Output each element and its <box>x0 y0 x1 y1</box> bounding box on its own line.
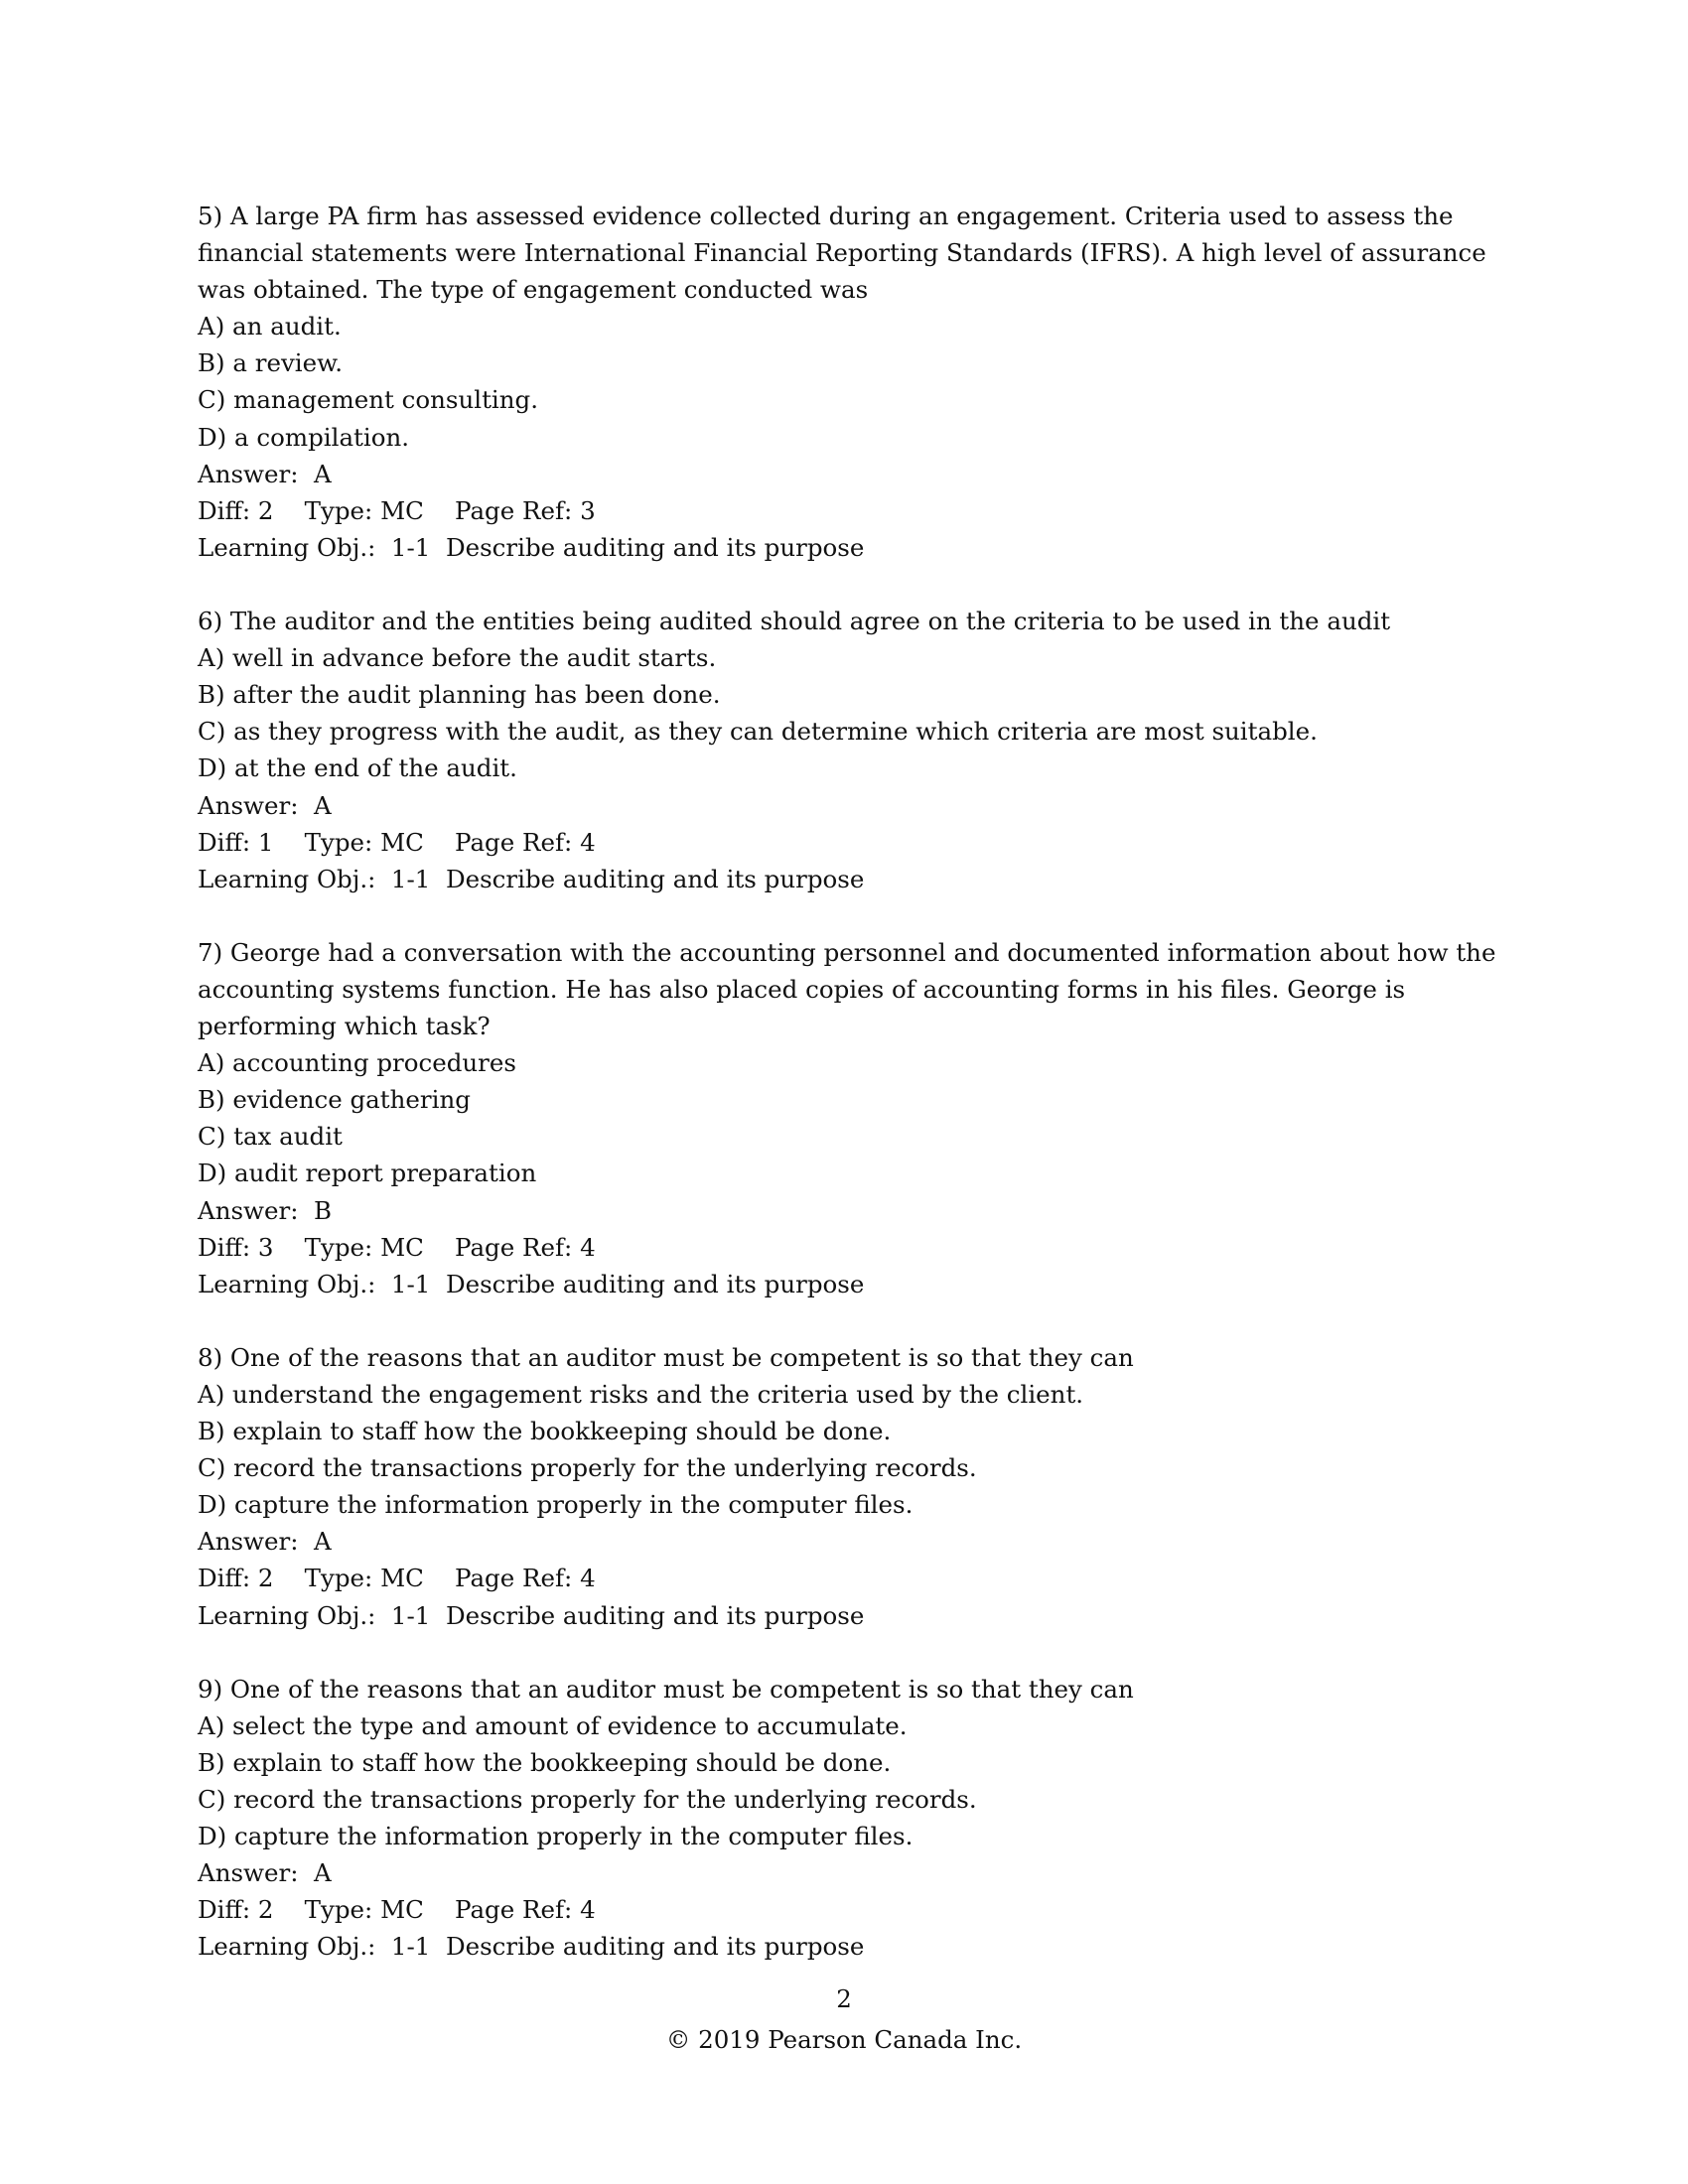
question-block <box>198 1671 1508 1966</box>
question-stem: 5) A large PA firm has assessed evidence collected during an engagement. Criteria used to assess the <box>198 202 1454 230</box>
answer-key: Answer: A <box>198 459 332 488</box>
answer-option: C) record the transactions properly for the underlying records. <box>198 1453 977 1483</box>
question-metadata: Diff: 2 Type: MC Page Ref: 3 <box>198 495 596 525</box>
answer-option: D) capture the information properly in the computer files. <box>198 1822 914 1851</box>
question-stem: 7) George had a conversation with the accounting personnel and documented information about how the <box>198 937 1496 967</box>
question-stem: 8) One of the reasons that an auditor must be competent is so that they can <box>198 1342 1134 1372</box>
question-stem: accounting systems function. He has also placed copies of accounting forms in his files. George is <box>198 974 1406 1004</box>
question-block <box>198 1339 1508 1634</box>
question-stem: financial statements were International Financial Reporting Standards (IFRS). A high level of assurance <box>198 238 1486 268</box>
question-metadata: Diff: 1 Type: MC Page Ref: 4 <box>198 827 596 857</box>
learning-objective: Learning Obj.: 1-1 Describe auditing and its purpose <box>198 1269 865 1298</box>
question-stem: performing which task? <box>198 1012 491 1041</box>
answer-option: B) explain to staff how the bookkeeping should be done. <box>198 1747 892 1777</box>
answer-option: A) an audit. <box>198 312 342 341</box>
answer-option: A) well in advance before the audit starts. <box>198 643 717 673</box>
question-block <box>198 934 1508 1302</box>
question-block <box>198 603 1508 897</box>
answer-key: Answer: A <box>198 1858 332 1888</box>
answer-key: Answer: A <box>198 790 332 820</box>
answer-option: B) evidence gathering <box>198 1085 471 1115</box>
question-metadata: Diff: 2 Type: MC Page Ref: 4 <box>198 1895 596 1925</box>
question-list <box>198 198 1508 2002</box>
answer-option: C) record the transactions properly for the underlying records. <box>198 1785 977 1815</box>
answer-option: B) after the audit planning has been done. <box>198 680 721 710</box>
learning-objective: Learning Obj.: 1-1 Describe auditing and its purpose <box>198 1932 865 1962</box>
copyright-notice: © 2019 Pearson Canada Inc. <box>665 2025 1023 2054</box>
answer-option: D) a compilation. <box>198 422 410 452</box>
question-stem: 9) One of the reasons that an auditor must be competent is so that they can <box>198 1674 1134 1704</box>
answer-key: Answer: A <box>198 1527 332 1557</box>
answer-option: B) explain to staff how the bookkeeping should be done. <box>198 1417 892 1446</box>
answer-option: D) capture the information properly in the computer files. <box>198 1490 914 1520</box>
question-metadata: Diff: 3 Type: MC Page Ref: 4 <box>198 1232 596 1262</box>
question-metadata: Diff: 2 Type: MC Page Ref: 4 <box>198 1564 596 1593</box>
learning-objective: Learning Obj.: 1-1 Describe auditing and its purpose <box>198 864 865 893</box>
answer-option: A) accounting procedures <box>198 1048 516 1078</box>
answer-key: Answer: B <box>198 1195 333 1225</box>
answer-option: D) audit report preparation <box>198 1159 537 1188</box>
answer-option: A) understand the engagement risks and the criteria used by the client. <box>198 1380 1084 1409</box>
answer-option: A) select the type and amount of evidence to accumulate. <box>198 1710 908 1740</box>
question-stem: 6) The auditor and the entities being audited should agree on the criteria to be used in the audit <box>198 607 1391 636</box>
answer-option: B) a review. <box>198 348 343 378</box>
page-number: 2 <box>836 1984 852 2013</box>
answer-option: C) tax audit <box>198 1122 343 1152</box>
answer-option: C) management consulting. <box>198 385 539 415</box>
question-block <box>198 198 1508 566</box>
learning-objective: Learning Obj.: 1-1 Describe auditing and its purpose <box>198 1600 865 1630</box>
answer-option: C) as they progress with the audit, as they can determine which criteria are most suitable. <box>198 717 1318 747</box>
learning-objective: Learning Obj.: 1-1 Describe auditing and its purpose <box>198 532 865 562</box>
answer-option: D) at the end of the audit. <box>198 753 517 783</box>
question-stem: was obtained. The type of engagement conducted was <box>198 275 869 305</box>
